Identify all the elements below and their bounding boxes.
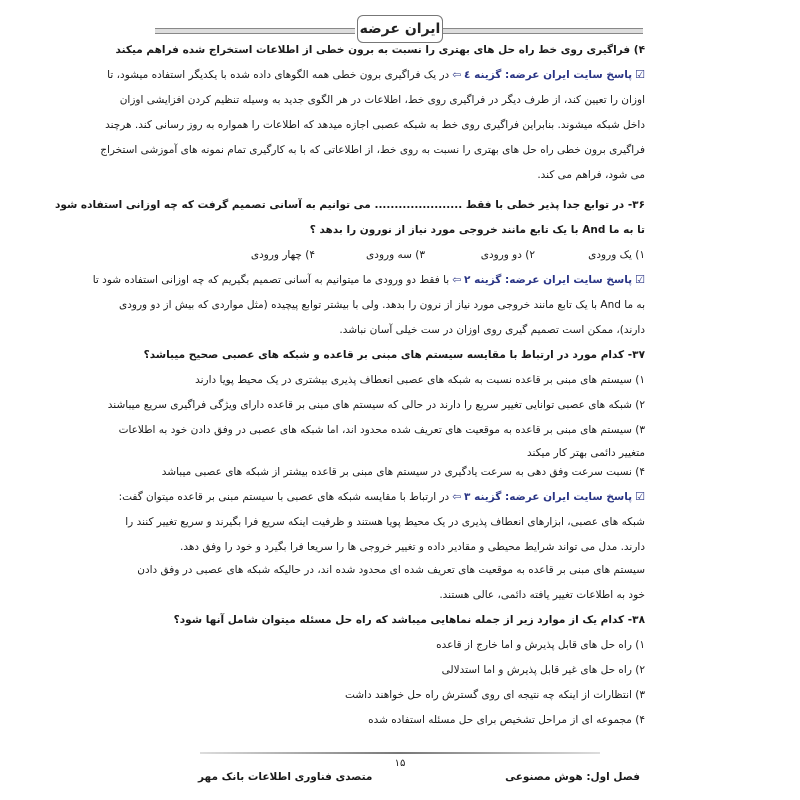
answer-text: سیستم های مبنی بر قاعده به موقعیت های تعریف شده ای محدود شده اند، در حالیکه شبکه های عصبی در وفق دادن — [137, 564, 645, 576]
answer-text: می شود، فراهم می کند. — [537, 169, 645, 181]
prev-answer-line — [107, 67, 645, 83]
arrow-icon: ⇦ — [452, 69, 462, 81]
answer-text: فراگیری برون خطی راه حل های بهتری را نسبت به روی خط، از اطلاعاتی که با به کارگیری تمام نمونه های آموزشی استخراج — [100, 144, 645, 156]
answer-text: دارند)، ممکن است تصمیم گیری روی اوزان در ست خیلی آسان نباشد. — [339, 324, 645, 336]
option-2: ۲) راه حل های غیر قابل پذیرش و اما استدلالی — [441, 664, 645, 676]
option-3: ۳) سیستم های مبنی بر قاعده به موقعیت های تعریف شده محدود اند، اما شبکه های عصبی در وفق دادن خود به اطلاعات — [118, 424, 645, 436]
answer-label: پاسخ سایت ایران عرضه: گزینه ۳ — [464, 491, 633, 503]
option-1: ۱) سیستم های مبنی بر قاعده نسبت به شبکه های عصبی انعطاف پذیری بیشتری در یک محیط پویا دارند — [195, 374, 645, 386]
answer-label: پاسخ سایت ایران عرضه: گزینه ۲ — [464, 274, 633, 286]
option-2: ۲) دو ورودی — [480, 249, 535, 261]
option-3: ۳) سه ورودی — [366, 249, 425, 261]
q37-answer-line — [118, 489, 645, 505]
header-rule-right — [443, 28, 643, 34]
answer-text: داخل شبکه میشوند. بنابراین فراگیری روی خط به شبکه عصبی اجازه میدهد که اطلاعات را همواره به روز رسانی کند. هرچند — [105, 119, 645, 131]
question-36-options — [155, 247, 645, 263]
answer-text: در یک فراگیری برون خطی همه الگوهای داده شده با یکدیگر استفاده میشود، تا — [107, 69, 450, 81]
option-4: ۴) چهار ورودی — [250, 249, 315, 261]
prev-option-4: ۴) فراگیری روی خط راه حل های بهتری را نسبت به برون خطی از اطلاعات استخراج شده فراهم میکند — [115, 44, 645, 56]
arrow-icon: ⇦ — [452, 491, 462, 503]
question-36-cont: تا به ما And با یک تابع مانند خروجی مورد نیاز از نورون را بدهد ؟ — [309, 224, 645, 236]
question-36: ۳۶- در توابع جدا پذیر خطی با فقط ...................... می توانیم به آسانی تصمیم گرفت که چه اوزانی استفاده شود — [54, 199, 645, 211]
option-2: ۲) شبکه های عصبی توانایی تغییر سریع را دارند در حالی که سیستم های مبنی بر قاعده دارای ویژگی فراگیری سریع میباشند — [107, 399, 645, 411]
footer-rule — [200, 752, 600, 754]
checkbox-icon: ☑ — [635, 490, 645, 503]
answer-text: اوزان را تعیین کند، از طرف دیگر در فراگیری روی خط، اطلاعات در هر الگوی جدید به وسیله تنظیم کردن افزایشی اوزان — [119, 94, 645, 106]
checkbox-icon: ☑ — [635, 68, 645, 81]
header-rule-left — [155, 28, 355, 34]
chapter-title: فصل اول: هوش مصنوعی — [505, 771, 640, 783]
q36-answer-line — [92, 272, 645, 288]
option-1: ۱) راه حل های قابل پذیرش و اما خارج از قاعده — [436, 639, 645, 651]
option-3: ۳) انتظارات از اینکه چه نتیجه ای روی گسترش راه حل خواهند داشت — [344, 689, 645, 701]
answer-text: دارند. مدل می تواند شرایط محیطی و مقادیر داده و تغییر خروجی ها را سریعا فرا بگیرد و خود را وفق دهد. — [180, 541, 645, 553]
answer-text: با فقط دو ورودی ما میتوانیم به آسانی تصمیم بگیریم که چه اوزانی استفاده شود تا — [92, 274, 450, 286]
option-4: ۴) نسبت سرعت وفق دهی به سرعت یادگیری در سیستم های مبنی بر قاعده بیشتر از شبکه های عصبی میباشد — [161, 466, 645, 478]
answer-label: پاسخ سایت ایران عرضه: گزینه ٤ — [464, 69, 633, 81]
page-number: ۱۵ — [394, 758, 406, 769]
option-1: ۱) یک ورودی — [588, 249, 645, 261]
answer-text: خود به اطلاعات تغییر یافته دائمی، عالی هستند. — [439, 589, 645, 601]
logo-text: ایران عرضه — [359, 21, 441, 37]
option-4: ۴) مجموعه ای از مراحل تشخیص برای حل مسئله استفاده شده — [368, 714, 645, 726]
question-38: ۳۸- کدام یک از موارد زیر از جمله نماهایی میباشد که راه حل مسئله میتوان شامل آنها شود؟ — [173, 614, 645, 626]
answer-text: به ما And با یک تابع مانند خروجی مورد نیاز از نرون را بدهد. ولی با بیشتر توابع پیچیده (مثل مواردی که بیش از دو ورودی — [119, 299, 645, 311]
option-3-cont: متغییر دائمی بهتر کار میکند — [527, 447, 645, 459]
answer-text: شبکه های عصبی، ابزارهای انعطاف پذیری در یک محیط پویا هستند و ظرفیت اینکه سریع فرا بگیرند و سریع تغییر کنند را — [125, 516, 645, 528]
arrow-icon: ⇦ — [452, 274, 462, 286]
checkbox-icon: ☑ — [635, 273, 645, 286]
question-37: ۳۷- کدام مورد در ارتباط با مقایسه سیستم های مبنی بر قاعده و شبکه های عصبی صحیح میباشد؟ — [143, 349, 645, 361]
answer-text: در ارتباط با مقایسه شبکه های عصبی با سیستم مبنی بر قاعده میتوان گفت: — [118, 491, 450, 503]
book-title: متصدی فناوری اطلاعات بانک مهر — [198, 771, 373, 783]
site-logo — [357, 15, 443, 43]
